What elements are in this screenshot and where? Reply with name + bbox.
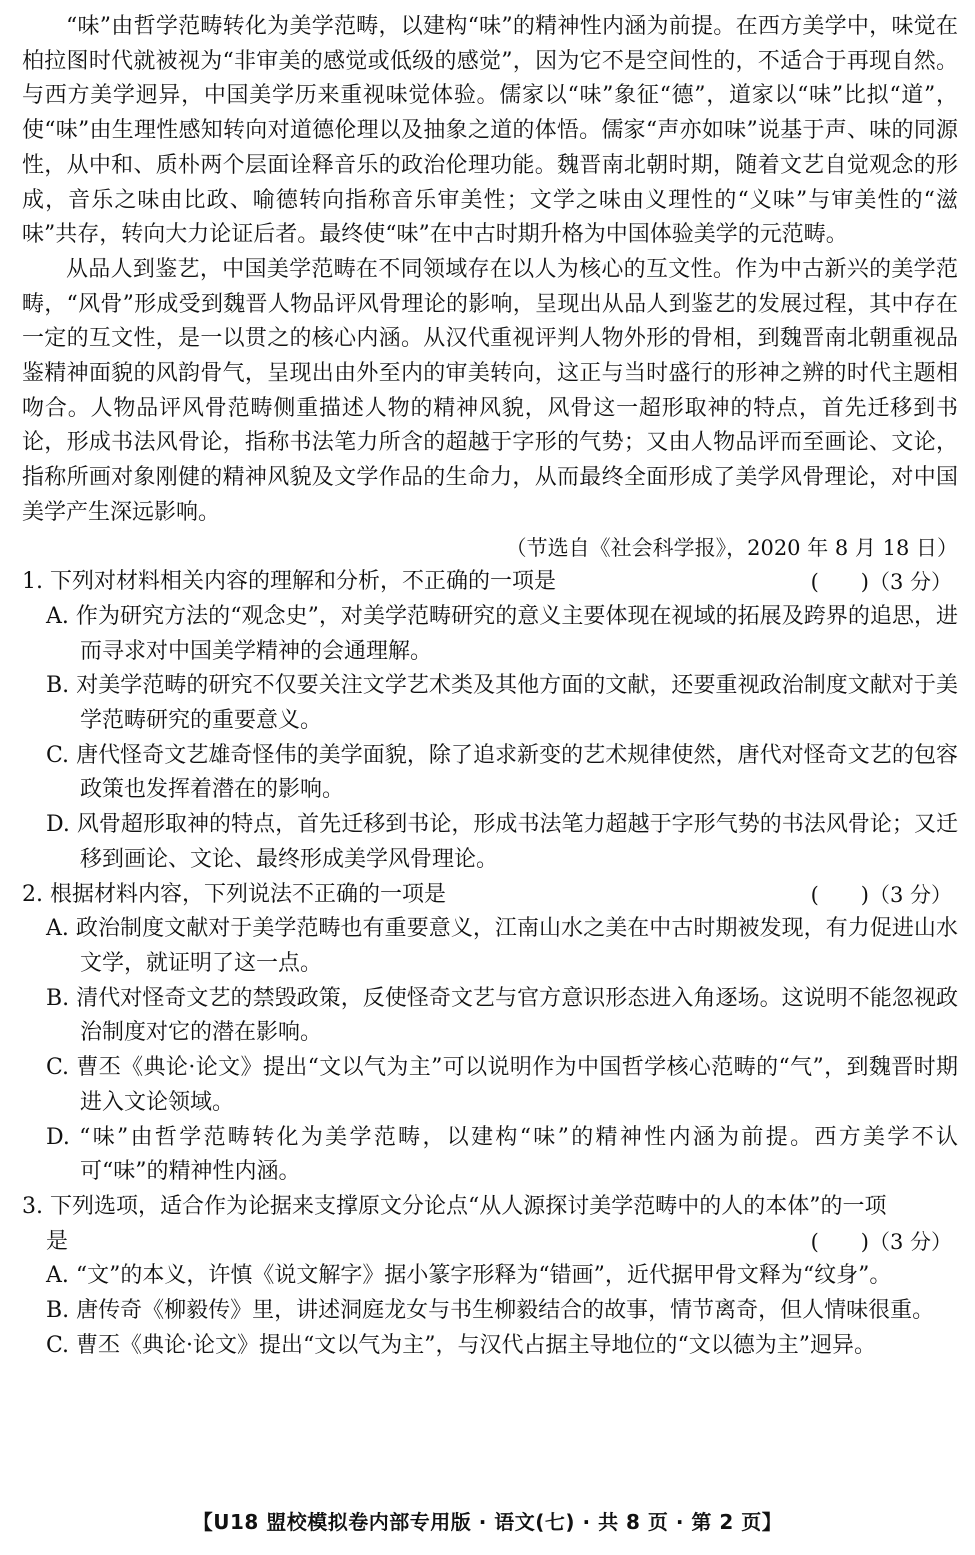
question-3-option-a[interactable]: A. “文”的本义，许慎《说文解字》据小篆字形释为“错画”，近代据甲骨文释为“纹身”。 [46, 1263, 892, 1289]
question-2-option-d[interactable]: D. “味”由哲学范畴转化为美学范畴，以建构“味”的精神性内涵为前提。西方美学不认可“味”的精神性内涵。 [46, 1124, 958, 1185]
question-1-option-a[interactable]: A. 作为研究方法的“观念史”，对美学范畴研究的意义主要体现在视域的拓展及跨界的追思，进而寻求对中国美学精神的会通理解。 [46, 603, 958, 664]
question-2-stem: 2. 根据材料内容，下列说法不正确的一项是 [22, 881, 446, 907]
question-1-option-c[interactable]: C. 唐代怪奇文艺雄奇怪伟的美学面貌，除了追求新变的艺术规律使然，唐代对怪奇文艺的包容政策也发挥着潜在的影响。 [46, 742, 958, 803]
question-3-stem-tail-line [22, 1225, 958, 1260]
question-2-option-c[interactable]: C. 曹丕《典论·论文》提出“文以气为主”可以说明作为中国哲学核心范畴的“气”，到魏晋时期进入文论领域。 [46, 1055, 958, 1115]
question-3-option-c[interactable]: C. 曹丕《典论·论文》提出“文以气为主”，与汉代占据主导地位的“文以德为主”迥异。 [46, 1332, 877, 1358]
question-3-option-b[interactable]: B. 唐传奇《柳毅传》里，讲述洞庭龙女与书生柳毅结合的故事，情节离奇，但人情味很重。 [46, 1298, 935, 1323]
question-2-option-b[interactable]: B. 清代对怪奇文艺的禁毁政策，反使怪奇文艺与官方意识形态进入角逐场。这说明不能忽视政治制度对它的潜在影响。 [46, 985, 958, 1046]
passage-paragraph-1: “味”由哲学范畴转化为美学范畴，以建构“味”的精神性内涵为前提。在西方美学中，味觉在柏拉图时代就被视为“非审美的感觉或低级的感觉”，因为它不是空间性的，不适合于再现自然。与西方美学迥异，中国美学历来重视味觉体验。儒家以“味”象征“德”，道家以“味”比拟“道”，使“味”由生理性感知转向对道德伦理以及抽象之道的体悟。儒家“声亦如味”说基于声、味的同源性，从中和、质朴两个层面诠释音乐的政治伦理功能。魏晋南北朝时期，随着文艺自觉观念的形成，音乐之味由比政、喻德转向指称音乐审美性；文学之味由义理性的“义味”与审美性的“滋味”共存，转向大力论证后者。最终使“味”在中古时期升格为中国体验美学的元范畴。 [22, 14, 958, 248]
question-1-option-d[interactable]: D. 风骨超形取神的特点，首先迁移到书论，形成书法笔力超越于字形气势的书法风骨论；又迁移到画论、文论、最终形成美学风骨理论。 [46, 812, 958, 872]
question-1-stem: 1. 下列对材料相关内容的理解和分析，不正确的一项是 [22, 569, 556, 595]
question-2-score: ( )（3 分） [810, 882, 952, 907]
passage-source: （节选自《社会科学报》，2020 年 8 月 18 日） [505, 535, 958, 560]
question-2 [22, 878, 958, 913]
question-3-score: ( )（3 分） [810, 1229, 952, 1254]
question-3-stem-tail: 是 [46, 1228, 69, 1254]
page-footer: 【U18 盟校模拟卷内部专用版 · 语文(七) · 共 8 页 · 第 2 页】 [192, 1510, 783, 1534]
question-1-score: ( )（3 分） [810, 570, 952, 595]
question-1 [22, 565, 958, 600]
exam-page [22, 10, 958, 1363]
question-1-option-b[interactable]: B. 对美学范畴的研究不仅要关注文学艺术类及其他方面的文献，还要重视政治制度文献对于美学范畴研究的重要意义。 [46, 673, 958, 734]
question-2-option-a[interactable]: A. 政治制度文献对于美学范畴也有重要意义，江南山水之美在中古时期被发现，有力促进山水文学，就证明了这一点。 [46, 916, 958, 976]
question-3 [22, 1190, 958, 1225]
question-3-stem: 3. 下列选项，适合作为论据来支撑原文分论点“从人源探讨美学范畴中的人的本体”的一项 [22, 1193, 887, 1219]
passage-paragraph-2: 从品人到鉴艺，中国美学范畴在不同领域存在以人为核心的互文性。作为中古新兴的美学范畴，“风骨”形成受到魏晋人物品评风骨理论的影响，呈现出从品人到鉴艺的发展过程，其中存在一定的互文性，是一以贯之的核心内涵。从汉代重视评判人物外形的骨相，到魏晋南北朝重视品鉴精神面貌的风韵骨气，呈现出由外至内的审美转向，这正与当时盛行的形神之辨的时代主题相吻合。人物品评风骨范畴侧重描述人物的精神风貌，风骨这一超形取神的特点，首先迁移到书论，形成书法风骨论，指称书法笔力所含的超越于字形的气势；又由人物品评而至画论、文论，指称所画对象刚健的精神风貌及文学作品的生命力，从而最终全面形成了美学风骨理论，对中国美学产生深远影响。 [22, 256, 958, 525]
